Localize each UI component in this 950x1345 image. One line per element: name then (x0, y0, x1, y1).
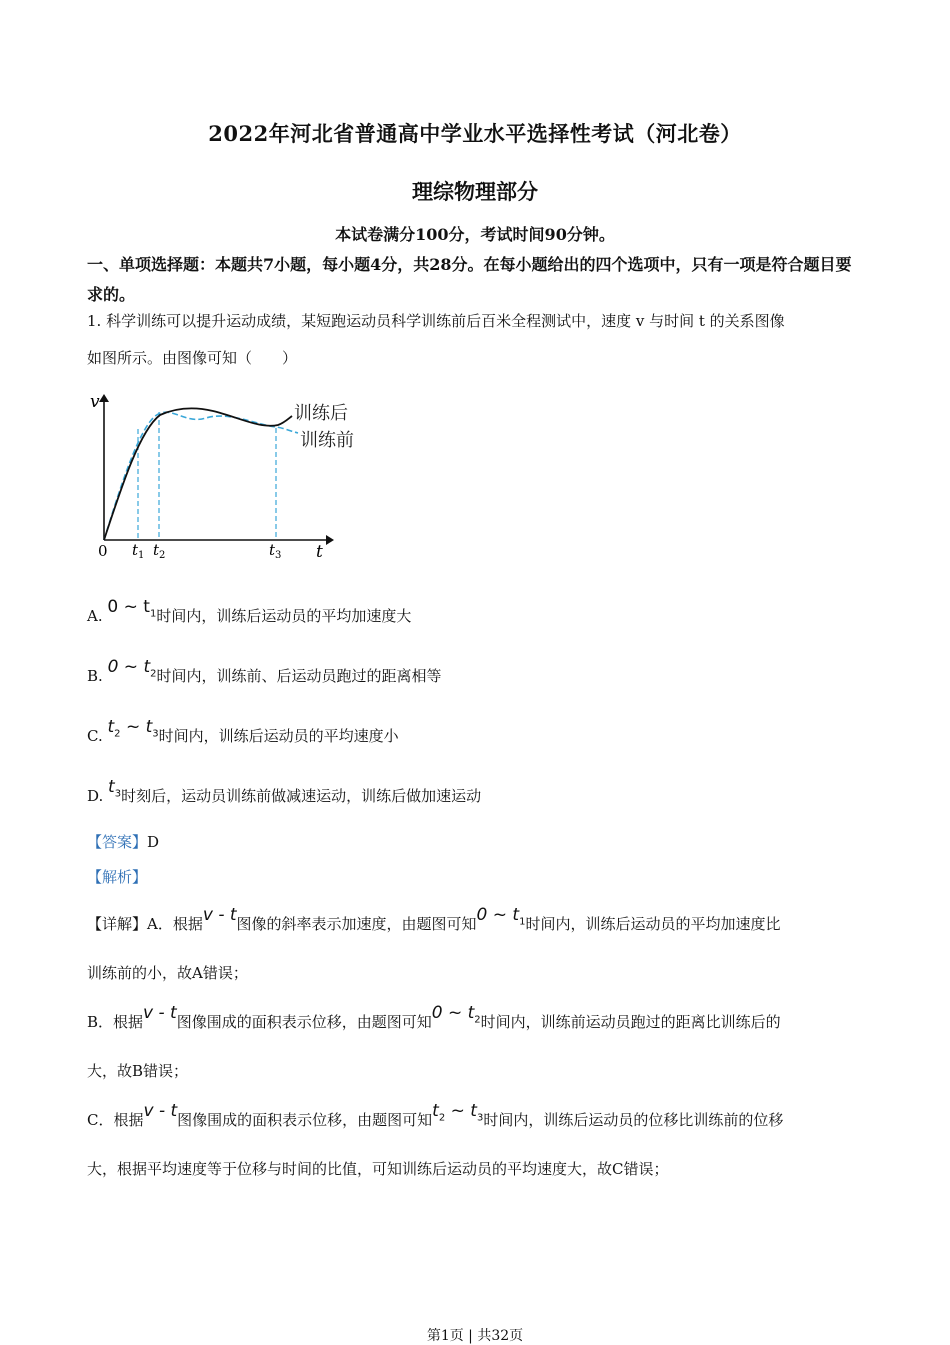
answer-value: D (147, 833, 160, 851)
question-stem-line2: 如图所示。由图像可知（ ） (87, 349, 298, 367)
curve-before-training (104, 412, 298, 540)
vt-graph (88, 385, 378, 570)
exam-info: 本试卷满分100分，考试时间90分钟。 (335, 225, 615, 244)
tick-t1: $t_1$ (132, 541, 145, 561)
detail-c-line1: C．根据v - t图像围成的面积表示位移，由题图可知$t_2$ ~ $t_3$时间内，训练后运动员的位移比训练前的位移 (87, 1101, 784, 1129)
option-b: B. 0 ~ $t_2$时间内，训练前、后运动员跑过的距离相等 (87, 657, 442, 685)
curve-after-training (104, 408, 292, 540)
tick-t2: $t_2$ (153, 541, 166, 561)
section-heading: 一、单项选择题：本题共7小题，每小题4分，共28分。在每小题给出的四个选项中，只有一项是符合题目要求的。 (87, 255, 852, 304)
detail-a-line2: 训练前的小，故A错误； (87, 964, 248, 982)
answer-tag: 【答案】 (87, 833, 148, 851)
page-footer: 第1页 | 共32页 (426, 1328, 524, 1344)
detail-b-line1: B．根据v - t图像围成的面积表示位移，由题图可知0 ~ $t_2$时间内，训练前运动员跑过的距离比训练后的 (87, 1003, 781, 1031)
detail-a-line1: 【详解】A．根据v - t图像的斜率表示加速度，由题图可知0 ~ $t_1$时间内，训练后运动员的平均加速度比 (87, 905, 781, 933)
legend-after: 训练后 (294, 403, 348, 424)
option-a: A. 0 ~ $t_1$时间内，训练后运动员的平均加速度大 (87, 597, 412, 625)
x-axis-arrow (326, 535, 334, 545)
y-axis-label: v (90, 392, 100, 412)
x-axis-label: t (316, 542, 323, 562)
legend-before: 训练前 (300, 430, 354, 451)
question-stem-line1: 1. 科学训练可以提升运动成绩，某短跑运动员科学训练前后百米全程测试中，速度 v 与时间 t 的关系图像 (87, 312, 785, 330)
tick-t3: $t_3$ (269, 541, 282, 561)
y-axis-arrow (99, 394, 109, 402)
analysis-tag: 【解析】 (87, 868, 148, 886)
paper-subtitle: 理综物理部分 (412, 179, 538, 204)
detail-c-line2: 大，根据平均速度等于位移与时间的比值，可知训练后运动员的平均速度大，故C错误； (87, 1160, 669, 1178)
answer-line (87, 831, 159, 852)
paper-title: 2022年河北省普通高中学业水平选择性考试（河北卷） (208, 121, 742, 146)
option-d: D. $t_3$时刻后，运动员训练前做减速运动，训练后做加速运动 (87, 777, 482, 805)
detail-b-line2: 大，故B错误； (87, 1062, 189, 1080)
option-c: C. $t_2$ ~ $t_3$时间内，训练后运动员的平均速度小 (87, 717, 399, 745)
origin-label: 0 (98, 542, 108, 560)
